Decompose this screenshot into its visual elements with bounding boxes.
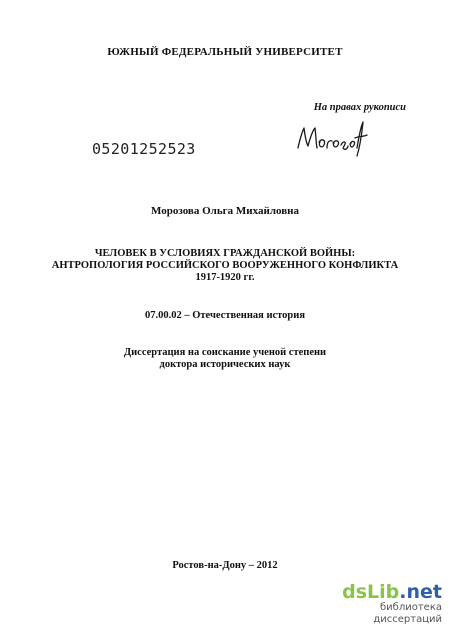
degree-statement-line-2: доктора исторических наук: [159, 359, 291, 370]
university-name: ЮЖНЫЙ ФЕДЕРАЛЬНЫЙ УНИВЕРСИТЕТ: [107, 46, 343, 58]
dissertation-title-line-1: ЧЕЛОВЕК В УСЛОВИЯХ ГРАЖДАНСКОЙ ВОЙНЫ:: [94, 248, 356, 259]
author-name: Морозова Ольга Михайловна: [150, 205, 299, 217]
dissertation-title-line-2: АНТРОПОЛОГИЯ РОССИЙСКОГО ВООРУЖЕННОГО КОНФЛИКТА: [51, 260, 399, 271]
dslib-logo: [322, 582, 442, 602]
degree-statement-line-1: Диссертация на соискание ученой степени: [123, 347, 327, 358]
dslib-watermark[interactable]: [322, 582, 442, 626]
dslib-logo-main: dsLib: [342, 581, 400, 603]
dslib-subtitle: библиотека диссертаций: [373, 602, 442, 625]
manuscript-rights-note: На правах рукописи: [313, 102, 406, 113]
author-signature: [295, 118, 370, 160]
dissertation-title-line-3: 1917-1920 гг.: [195, 272, 255, 283]
specialty-code: 07.00.02 – Отечественная история: [144, 310, 306, 321]
registration-number: 05201252523: [92, 140, 196, 158]
city-and-year: Ростов-на-Дону – 2012: [172, 560, 278, 571]
dslib-logo-domain: .net: [399, 581, 442, 603]
